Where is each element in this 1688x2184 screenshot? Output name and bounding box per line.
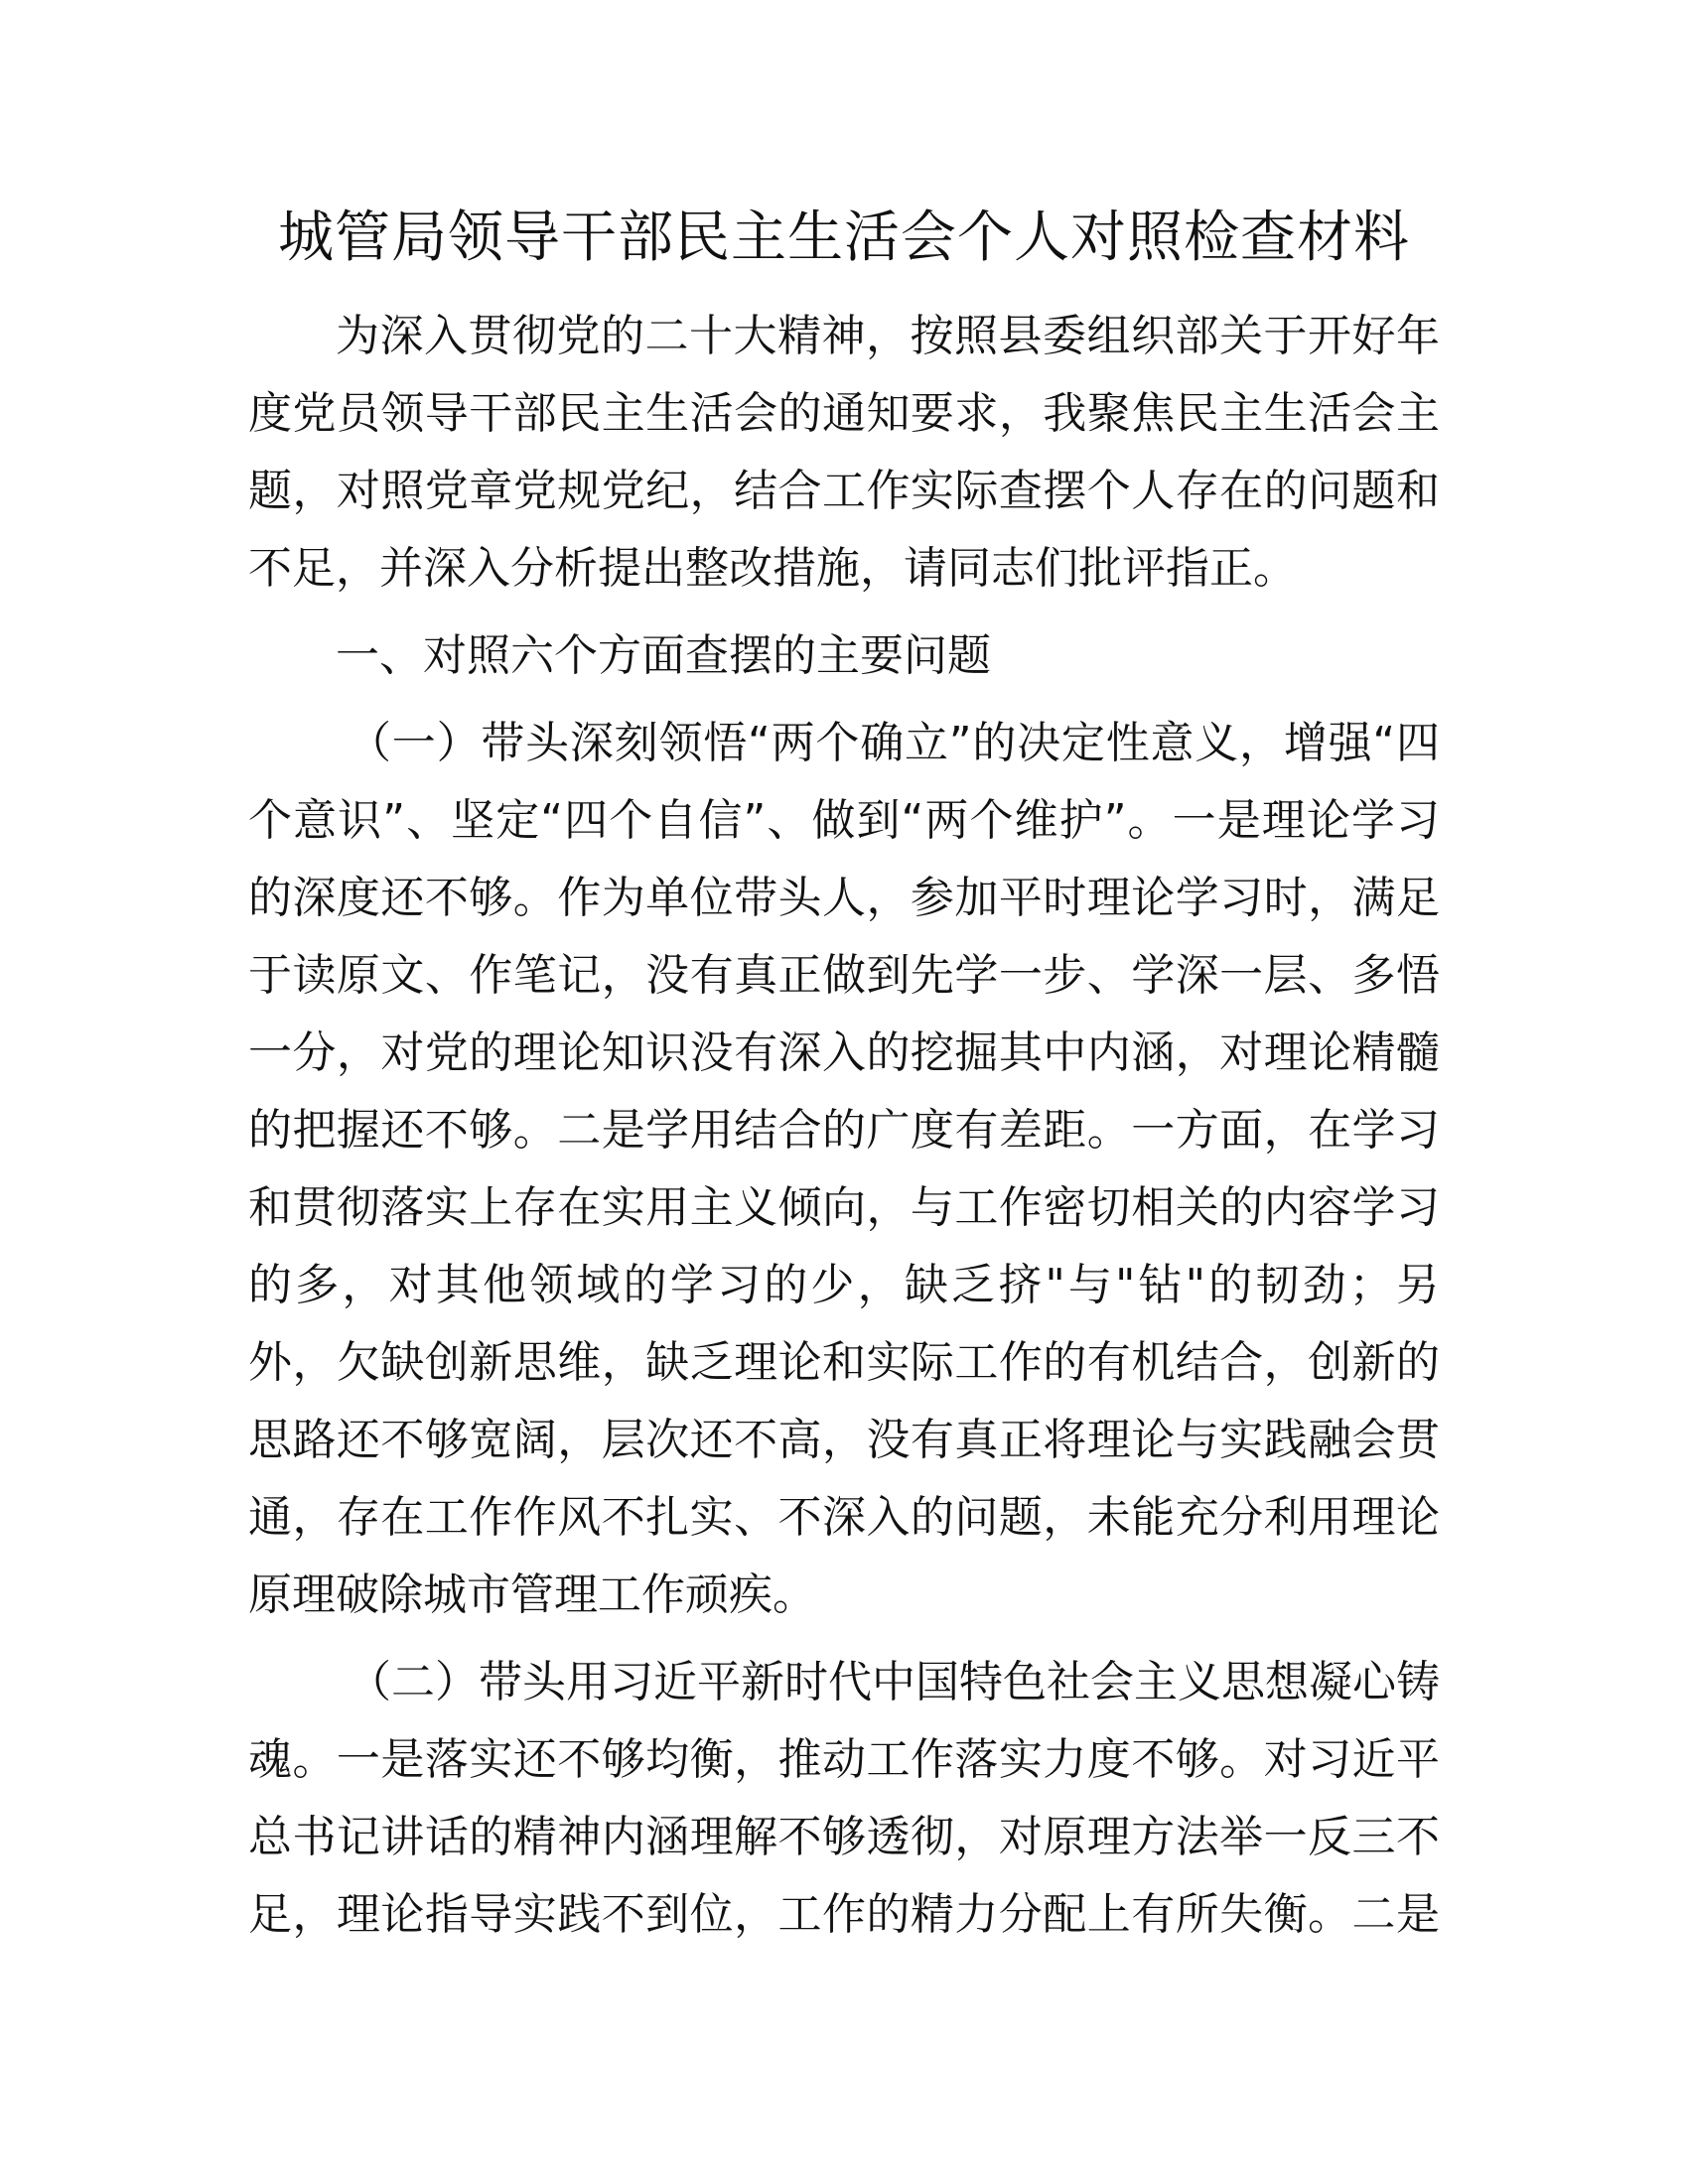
text-line: 题，对照党章党规党纪，结合工作实际查摆个人存在的问题和 (248, 466, 1440, 516)
text-line: 外，欠缺创新思维，缺乏理论和实际工作的有机结合，创新的 (248, 1337, 1440, 1388)
text-line: 魂。一是落实还不够均衡，推动工作落实力度不够。对习近平 (248, 1734, 1440, 1785)
text-line: 和贯彻落实上存在实用主义倾向，与工作密切相关的内容学习 (248, 1182, 1440, 1233)
document-title: 城管局领导干部民主生活会个人对照检查材料 (278, 205, 1410, 270)
text-line: 思路还不够宽阔，层次还不高，没有真正将理论与实践融会贯 (248, 1415, 1440, 1465)
text-line: 不足，并深入分析提出整改措施，请同志们批评指正。 (248, 543, 1297, 594)
document-body (248, 298, 1440, 1954)
item1-paragraph (248, 705, 1440, 1634)
text-line: 总书记讲话的精神内涵理解不够透彻，对原理方法举一反三不 (248, 1812, 1440, 1862)
text-line: 于读原文、作笔记，没有真正做到先学一步、学深一层、多悟 (248, 950, 1440, 1001)
text-line: 的深度还不够。作为单位带头人，参加平时理论学习时，满足 (248, 873, 1440, 923)
text-line: （一）带头深刻领悟“两个确立”的决定性意义，增强“四 (348, 718, 1440, 768)
text-line: 度党员领导干部民主生活会的通知要求，我聚焦民主生活会主 (248, 388, 1440, 439)
text-line: （二）带头用习近平新时代中国特色社会主义思想凝心铸 (348, 1657, 1440, 1707)
intro-paragraph (248, 298, 1440, 608)
text-line: 为深入贯彻党的二十大精神，按照县委组织部关于开好年 (336, 311, 1440, 361)
text-line: 通，存在工作作风不扎实、不深入的问题，未能充分利用理论 (248, 1492, 1440, 1543)
section-heading (248, 617, 1440, 695)
text-line: 的把握还不够。二是学用结合的广度有差距。一方面，在学习 (248, 1105, 1440, 1156)
text-line: 一、对照六个方面查摆的主要问题 (336, 630, 991, 681)
text-line: 一分，对党的理论知识没有深入的挖掘其中内涵，对理论精髓 (248, 1027, 1440, 1078)
text-line: 足，理论指导实践不到位，工作的精力分配上有所失衡。二是 (248, 1889, 1440, 1940)
text-line: 个意识”、坚定“四个自信”、做到“两个维护”。一是理论学习 (248, 795, 1440, 846)
text-line: 原理破除城市管理工作顽疾。 (248, 1570, 816, 1620)
text-line: 的多，对其他领域的学习的少，缺乏挤"与"钻"的韧劲；另 (248, 1260, 1440, 1310)
item2-paragraph (248, 1644, 1440, 1954)
